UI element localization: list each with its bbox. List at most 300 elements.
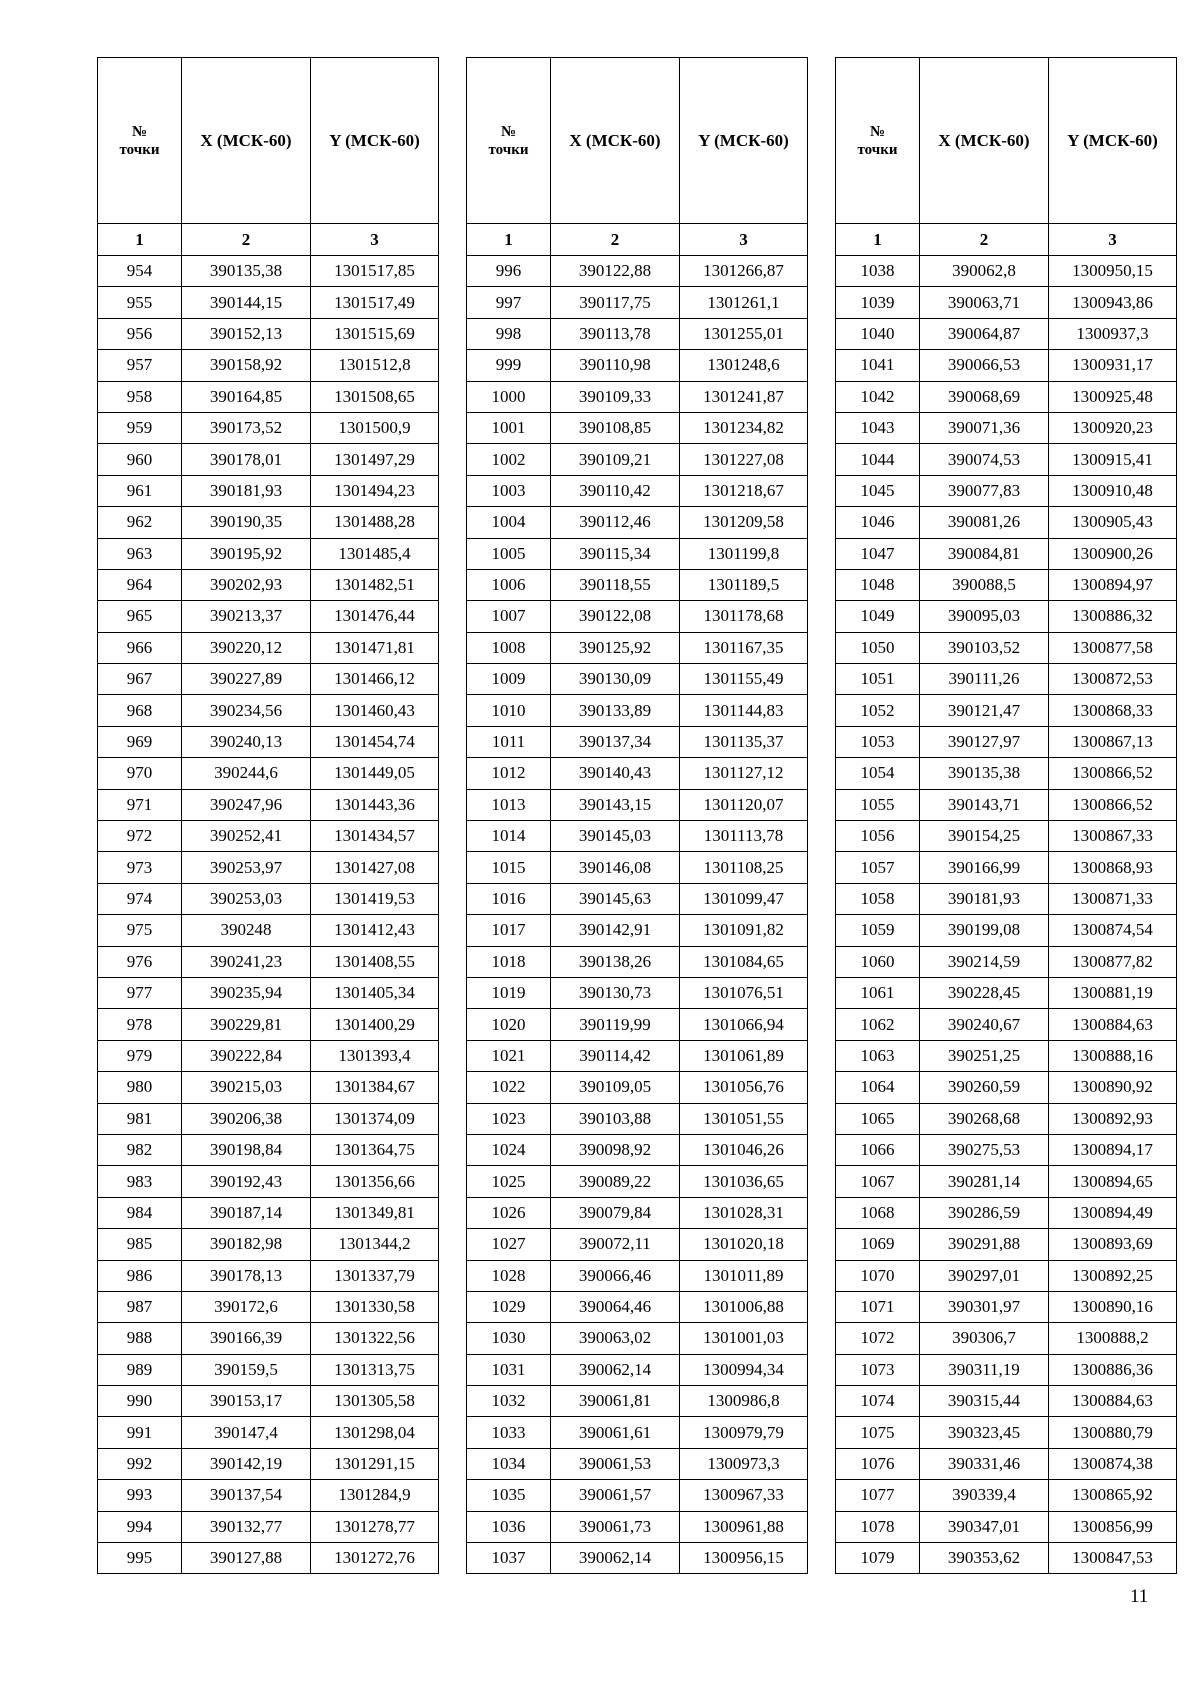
- table-row: [467, 1229, 808, 1260]
- table-row: [836, 883, 1177, 914]
- y-coordinate-cell: 1301344,2: [311, 1229, 439, 1260]
- table-row: [836, 1229, 1177, 1260]
- y-coordinate-cell: 1301066,94: [680, 1009, 808, 1040]
- y-coordinate-cell: 1301144,83: [680, 695, 808, 726]
- point-number-cell: 1060: [836, 946, 920, 977]
- point-number-cell: 1068: [836, 1197, 920, 1228]
- point-number-cell: 977: [98, 977, 182, 1008]
- x-coordinate-cell: 390253,03: [182, 883, 311, 914]
- y-coordinate-cell: 1301405,34: [311, 977, 439, 1008]
- x-coordinate-cell: 390133,89: [551, 695, 680, 726]
- x-coordinate-cell: 390339,4: [920, 1480, 1049, 1511]
- table-row: [467, 412, 808, 443]
- y-coordinate-cell: 1300905,43: [1049, 507, 1177, 538]
- point-number-cell: 979: [98, 1040, 182, 1071]
- y-coordinate-cell: 1300874,54: [1049, 915, 1177, 946]
- x-coordinate-cell: 390311,19: [920, 1354, 1049, 1385]
- y-coordinate-header: Y (МСК-60): [680, 58, 808, 224]
- x-coordinate-cell: 390088,5: [920, 569, 1049, 600]
- column-index: 2: [182, 224, 311, 256]
- x-coordinate-cell: 390110,42: [551, 475, 680, 506]
- x-coordinate-cell: 390260,59: [920, 1072, 1049, 1103]
- table-row: [467, 915, 808, 946]
- x-coordinate-cell: 390132,77: [182, 1511, 311, 1542]
- y-coordinate-cell: 1301284,9: [311, 1480, 439, 1511]
- x-coordinate-cell: 390064,46: [551, 1291, 680, 1322]
- point-number-cell: 1070: [836, 1260, 920, 1291]
- x-coordinate-cell: 390109,05: [551, 1072, 680, 1103]
- point-number-cell: 956: [98, 318, 182, 349]
- point-number-cell: 1024: [467, 1134, 551, 1165]
- point-number-cell: 1067: [836, 1166, 920, 1197]
- y-coordinate-cell: 1300967,33: [680, 1480, 808, 1511]
- point-number-cell: 1042: [836, 381, 920, 412]
- y-coordinate-cell: 1301278,77: [311, 1511, 439, 1542]
- table-row: [836, 852, 1177, 883]
- table-row: [836, 726, 1177, 757]
- x-coordinate-cell: 390081,26: [920, 507, 1049, 538]
- point-number-cell: 1074: [836, 1386, 920, 1417]
- y-coordinate-cell: 1300956,15: [680, 1543, 808, 1574]
- point-number-cell: 1033: [467, 1417, 551, 1448]
- y-coordinate-cell: 1301393,4: [311, 1040, 439, 1071]
- y-coordinate-cell: 1300979,79: [680, 1417, 808, 1448]
- x-coordinate-cell: 390251,25: [920, 1040, 1049, 1071]
- y-coordinate-cell: 1301167,35: [680, 632, 808, 663]
- x-coordinate-cell: 390181,93: [182, 475, 311, 506]
- y-coordinate-cell: 1300877,82: [1049, 946, 1177, 977]
- table-row: [836, 287, 1177, 318]
- y-coordinate-cell: 1300877,58: [1049, 632, 1177, 663]
- table-row: [467, 1009, 808, 1040]
- x-coordinate-cell: 390112,46: [551, 507, 680, 538]
- y-coordinate-cell: 1300943,86: [1049, 287, 1177, 318]
- x-coordinate-cell: 390244,6: [182, 758, 311, 789]
- point-number-cell: 1064: [836, 1072, 920, 1103]
- x-coordinate-cell: 390117,75: [551, 287, 680, 318]
- x-coordinate-cell: 390127,97: [920, 726, 1049, 757]
- point-number-cell: 1034: [467, 1448, 551, 1479]
- x-coordinate-cell: 390146,08: [551, 852, 680, 883]
- point-number-cell: 1066: [836, 1134, 920, 1165]
- x-coordinate-cell: 390072,11: [551, 1229, 680, 1260]
- table-row: [467, 569, 808, 600]
- table-row: [98, 287, 439, 318]
- point-number-cell: 1052: [836, 695, 920, 726]
- y-coordinate-cell: 1301266,87: [680, 256, 808, 287]
- table-row: [98, 569, 439, 600]
- point-number-cell: 974: [98, 883, 182, 914]
- point-number-cell: 965: [98, 601, 182, 632]
- y-coordinate-cell: 1301076,51: [680, 977, 808, 1008]
- table-row: [836, 946, 1177, 977]
- table-row: [98, 726, 439, 757]
- point-number-cell: 1009: [467, 664, 551, 695]
- table-row: [467, 1448, 808, 1479]
- table-row: [467, 1480, 808, 1511]
- y-coordinate-cell: 1301508,65: [311, 381, 439, 412]
- y-coordinate-cell: 1300894,65: [1049, 1166, 1177, 1197]
- table-row: [98, 1448, 439, 1479]
- y-coordinate-cell: 1300867,13: [1049, 726, 1177, 757]
- y-coordinate-cell: 1301127,12: [680, 758, 808, 789]
- table-row: [98, 475, 439, 506]
- y-coordinate-cell: 1301434,57: [311, 821, 439, 852]
- x-coordinate-cell: 390297,01: [920, 1260, 1049, 1291]
- y-coordinate-cell: 1301298,04: [311, 1417, 439, 1448]
- x-coordinate-cell: 390240,13: [182, 726, 311, 757]
- table-row: [98, 758, 439, 789]
- point-number-header: № точки: [98, 58, 182, 224]
- y-coordinate-cell: 1301408,55: [311, 946, 439, 977]
- coordinates-table-2: [466, 57, 808, 1574]
- coordinates-table-1: [97, 57, 439, 1574]
- table-row: [98, 852, 439, 883]
- table-row: [467, 1197, 808, 1228]
- point-number-cell: 1048: [836, 569, 920, 600]
- y-coordinate-cell: 1301419,53: [311, 883, 439, 914]
- x-coordinate-cell: 390109,21: [551, 444, 680, 475]
- table-row: [98, 1040, 439, 1071]
- y-coordinate-cell: 1300994,34: [680, 1354, 808, 1385]
- y-coordinate-cell: 1301046,26: [680, 1134, 808, 1165]
- x-coordinate-cell: 390071,36: [920, 412, 1049, 443]
- y-coordinate-cell: 1300910,48: [1049, 475, 1177, 506]
- point-number-cell: 973: [98, 852, 182, 883]
- point-number-cell: 971: [98, 789, 182, 820]
- y-coordinate-cell: 1301482,51: [311, 569, 439, 600]
- x-coordinate-cell: 390125,92: [551, 632, 680, 663]
- x-coordinate-cell: 390095,03: [920, 601, 1049, 632]
- y-coordinate-cell: 1301374,09: [311, 1103, 439, 1134]
- table-row: [98, 256, 439, 287]
- point-number-cell: 1059: [836, 915, 920, 946]
- y-coordinate-cell: 1301337,79: [311, 1260, 439, 1291]
- point-number-cell: 976: [98, 946, 182, 977]
- point-number-cell: 1061: [836, 977, 920, 1008]
- table-row: [467, 1543, 808, 1574]
- x-coordinate-cell: 390062,8: [920, 256, 1049, 287]
- y-coordinate-cell: 1300915,41: [1049, 444, 1177, 475]
- y-coordinate-cell: 1301330,58: [311, 1291, 439, 1322]
- table-row: [836, 1480, 1177, 1511]
- x-coordinate-cell: 390202,93: [182, 569, 311, 600]
- y-coordinate-cell: 1300871,33: [1049, 883, 1177, 914]
- table-row: [467, 444, 808, 475]
- point-number-cell: 989: [98, 1354, 182, 1385]
- x-coordinate-cell: 390061,81: [551, 1386, 680, 1417]
- x-coordinate-cell: 390228,45: [920, 977, 1049, 1008]
- x-coordinate-cell: 390152,13: [182, 318, 311, 349]
- table-row: [98, 946, 439, 977]
- x-coordinate-cell: 390347,01: [920, 1511, 1049, 1542]
- x-coordinate-cell: 390178,13: [182, 1260, 311, 1291]
- x-coordinate-cell: 390235,94: [182, 977, 311, 1008]
- table-row: [836, 1166, 1177, 1197]
- x-coordinate-cell: 390144,15: [182, 287, 311, 318]
- point-number-header: № точки: [836, 58, 920, 224]
- table-row: [467, 946, 808, 977]
- table-row: [98, 695, 439, 726]
- x-coordinate-cell: 390138,26: [551, 946, 680, 977]
- point-number-cell: 1019: [467, 977, 551, 1008]
- x-coordinate-cell: 390192,43: [182, 1166, 311, 1197]
- table-row: [467, 1291, 808, 1322]
- x-coordinate-cell: 390066,46: [551, 1260, 680, 1291]
- y-coordinate-cell: 1301178,68: [680, 601, 808, 632]
- x-coordinate-cell: 390158,92: [182, 350, 311, 381]
- y-coordinate-cell: 1300925,48: [1049, 381, 1177, 412]
- point-number-cell: 1055: [836, 789, 920, 820]
- x-coordinate-cell: 390190,35: [182, 507, 311, 538]
- point-number-header: № точки: [467, 58, 551, 224]
- point-number-cell: 1037: [467, 1543, 551, 1574]
- table-row: [836, 977, 1177, 1008]
- x-coordinate-cell: 390079,84: [551, 1197, 680, 1228]
- point-number-cell: 1049: [836, 601, 920, 632]
- x-coordinate-cell: 390061,73: [551, 1511, 680, 1542]
- point-number-cell: 1069: [836, 1229, 920, 1260]
- y-coordinate-cell: 1301261,1: [680, 287, 808, 318]
- table-row: [98, 1543, 439, 1574]
- y-coordinate-header: Y (МСК-60): [311, 58, 439, 224]
- y-coordinate-cell: 1301209,58: [680, 507, 808, 538]
- table-row: [98, 664, 439, 695]
- x-coordinate-cell: 390248: [182, 915, 311, 946]
- point-number-cell: 1054: [836, 758, 920, 789]
- x-coordinate-cell: 390143,71: [920, 789, 1049, 820]
- y-coordinate-cell: 1301001,03: [680, 1323, 808, 1354]
- x-coordinate-cell: 390214,59: [920, 946, 1049, 977]
- table-row: [836, 1040, 1177, 1071]
- x-coordinate-cell: 390109,33: [551, 381, 680, 412]
- x-coordinate-cell: 390181,93: [920, 883, 1049, 914]
- y-coordinate-cell: 1301218,67: [680, 475, 808, 506]
- table-row: [836, 507, 1177, 538]
- point-number-cell: 1021: [467, 1040, 551, 1071]
- y-coordinate-cell: 1301248,6: [680, 350, 808, 381]
- page-number: 11: [1130, 1586, 1149, 1607]
- table-row: [836, 664, 1177, 695]
- point-number-cell: 990: [98, 1386, 182, 1417]
- x-coordinate-cell: 390227,89: [182, 664, 311, 695]
- table-row: [98, 350, 439, 381]
- table-row: [836, 821, 1177, 852]
- x-coordinate-cell: 390222,84: [182, 1040, 311, 1071]
- point-number-cell: 954: [98, 256, 182, 287]
- point-number-cell: 1072: [836, 1323, 920, 1354]
- table-row: [98, 1009, 439, 1040]
- x-coordinate-cell: 390198,84: [182, 1134, 311, 1165]
- x-coordinate-cell: 390077,83: [920, 475, 1049, 506]
- table-row: [467, 381, 808, 412]
- x-coordinate-cell: 390331,46: [920, 1448, 1049, 1479]
- table-row: [836, 256, 1177, 287]
- table-row: [98, 318, 439, 349]
- table-row: [98, 1417, 439, 1448]
- table-row: [98, 1291, 439, 1322]
- table-row: [836, 569, 1177, 600]
- y-coordinate-cell: 1300884,63: [1049, 1386, 1177, 1417]
- table-row: [467, 1260, 808, 1291]
- table-row: [836, 758, 1177, 789]
- point-number-cell: 958: [98, 381, 182, 412]
- y-coordinate-cell: 1301356,66: [311, 1166, 439, 1197]
- x-coordinate-cell: 390253,97: [182, 852, 311, 883]
- x-coordinate-cell: 390115,34: [551, 538, 680, 569]
- y-coordinate-cell: 1301011,89: [680, 1260, 808, 1291]
- table-row: [836, 412, 1177, 443]
- table-row: [467, 726, 808, 757]
- table-row: [467, 821, 808, 852]
- y-coordinate-cell: 1301454,74: [311, 726, 439, 757]
- point-number-cell: 1039: [836, 287, 920, 318]
- x-coordinate-cell: 390153,17: [182, 1386, 311, 1417]
- table-row: [467, 318, 808, 349]
- y-coordinate-cell: 1301084,65: [680, 946, 808, 977]
- point-number-cell: 994: [98, 1511, 182, 1542]
- x-coordinate-cell: 390142,19: [182, 1448, 311, 1479]
- point-number-cell: 1005: [467, 538, 551, 569]
- table-row: [98, 1260, 439, 1291]
- table-row: [836, 1134, 1177, 1165]
- x-coordinate-cell: 390122,08: [551, 601, 680, 632]
- x-coordinate-cell: 390103,52: [920, 632, 1049, 663]
- table-row: [98, 507, 439, 538]
- x-coordinate-cell: 390074,53: [920, 444, 1049, 475]
- table-row: [836, 1260, 1177, 1291]
- x-coordinate-cell: 390154,25: [920, 821, 1049, 852]
- y-coordinate-cell: 1301036,65: [680, 1166, 808, 1197]
- x-coordinate-cell: 390061,57: [551, 1480, 680, 1511]
- y-coordinate-cell: 1301485,4: [311, 538, 439, 569]
- point-number-cell: 969: [98, 726, 182, 757]
- x-coordinate-cell: 390062,14: [551, 1354, 680, 1385]
- y-coordinate-cell: 1301051,55: [680, 1103, 808, 1134]
- table-row: [467, 852, 808, 883]
- point-number-cell: 995: [98, 1543, 182, 1574]
- table-row: [467, 632, 808, 663]
- y-coordinate-cell: 1301099,47: [680, 883, 808, 914]
- x-coordinate-cell: 390240,67: [920, 1009, 1049, 1040]
- table-row: [98, 883, 439, 914]
- table-row: [467, 601, 808, 632]
- point-number-cell: 1004: [467, 507, 551, 538]
- table-row: [836, 1291, 1177, 1322]
- point-number-cell: 1063: [836, 1040, 920, 1071]
- point-number-cell: 1035: [467, 1480, 551, 1511]
- point-number-cell: 1075: [836, 1417, 920, 1448]
- point-number-cell: 1056: [836, 821, 920, 852]
- table-row: [467, 977, 808, 1008]
- point-number-cell: 1038: [836, 256, 920, 287]
- y-coordinate-cell: 1300868,33: [1049, 695, 1177, 726]
- x-coordinate-cell: 390066,53: [920, 350, 1049, 381]
- table-row: [467, 350, 808, 381]
- y-coordinate-cell: 1300950,15: [1049, 256, 1177, 287]
- x-coordinate-cell: 390147,4: [182, 1417, 311, 1448]
- y-coordinate-cell: 1300892,93: [1049, 1103, 1177, 1134]
- point-number-cell: 1041: [836, 350, 920, 381]
- table-row: [467, 1386, 808, 1417]
- point-number-cell: 1027: [467, 1229, 551, 1260]
- x-coordinate-cell: 390291,88: [920, 1229, 1049, 1260]
- y-coordinate-cell: 1300937,3: [1049, 318, 1177, 349]
- point-number-cell: 967: [98, 664, 182, 695]
- x-coordinate-cell: 390063,71: [920, 287, 1049, 318]
- point-number-cell: 1071: [836, 1291, 920, 1322]
- point-number-cell: 1003: [467, 475, 551, 506]
- y-coordinate-cell: 1301291,15: [311, 1448, 439, 1479]
- table-row: [98, 1386, 439, 1417]
- point-number-cell: 970: [98, 758, 182, 789]
- point-number-cell: 1006: [467, 569, 551, 600]
- x-coordinate-cell: 390353,62: [920, 1543, 1049, 1574]
- y-coordinate-cell: 1301322,56: [311, 1323, 439, 1354]
- table-row: [836, 538, 1177, 569]
- table-row: [836, 1197, 1177, 1228]
- y-coordinate-cell: 1301349,81: [311, 1197, 439, 1228]
- y-coordinate-cell: 1301305,58: [311, 1386, 439, 1417]
- y-coordinate-cell: 1301091,82: [680, 915, 808, 946]
- point-number-cell: 1008: [467, 632, 551, 663]
- point-number-cell: 1012: [467, 758, 551, 789]
- table-row: [836, 1417, 1177, 1448]
- point-number-cell: 1018: [467, 946, 551, 977]
- point-number-cell: 993: [98, 1480, 182, 1511]
- y-coordinate-cell: 1300881,19: [1049, 977, 1177, 1008]
- x-coordinate-cell: 390114,42: [551, 1040, 680, 1071]
- table-row: [98, 1323, 439, 1354]
- x-coordinate-cell: 390281,14: [920, 1166, 1049, 1197]
- x-coordinate-cell: 390119,99: [551, 1009, 680, 1040]
- y-coordinate-cell: 1301471,81: [311, 632, 439, 663]
- y-coordinate-cell: 1300856,99: [1049, 1511, 1177, 1542]
- y-coordinate-cell: 1301384,67: [311, 1072, 439, 1103]
- table-row: [98, 632, 439, 663]
- y-coordinate-cell: 1301028,31: [680, 1197, 808, 1228]
- x-coordinate-cell: 390182,98: [182, 1229, 311, 1260]
- y-coordinate-cell: 1301500,9: [311, 412, 439, 443]
- y-coordinate-cell: 1301427,08: [311, 852, 439, 883]
- y-coordinate-cell: 1301466,12: [311, 664, 439, 695]
- table-row: [98, 381, 439, 412]
- point-number-cell: 1015: [467, 852, 551, 883]
- point-number-cell: 1073: [836, 1354, 920, 1385]
- y-coordinate-cell: 1301476,44: [311, 601, 439, 632]
- x-coordinate-cell: 390187,14: [182, 1197, 311, 1228]
- column-index: 2: [551, 224, 680, 256]
- point-number-cell: 1001: [467, 412, 551, 443]
- y-coordinate-cell: 1300892,25: [1049, 1260, 1177, 1291]
- table-row: [836, 1354, 1177, 1385]
- x-coordinate-cell: 390178,01: [182, 444, 311, 475]
- table-row: [467, 256, 808, 287]
- table-row: [98, 789, 439, 820]
- point-number-cell: 980: [98, 1072, 182, 1103]
- point-number-cell: 1040: [836, 318, 920, 349]
- table-row: [467, 538, 808, 569]
- point-number-cell: 1032: [467, 1386, 551, 1417]
- y-coordinate-cell: 1301061,89: [680, 1040, 808, 1071]
- point-number-cell: 1076: [836, 1448, 920, 1479]
- table-row: [467, 1166, 808, 1197]
- y-coordinate-cell: 1300847,53: [1049, 1543, 1177, 1574]
- x-coordinate-cell: 390122,88: [551, 256, 680, 287]
- point-number-cell: 999: [467, 350, 551, 381]
- point-number-cell: 968: [98, 695, 182, 726]
- x-coordinate-cell: 390098,92: [551, 1134, 680, 1165]
